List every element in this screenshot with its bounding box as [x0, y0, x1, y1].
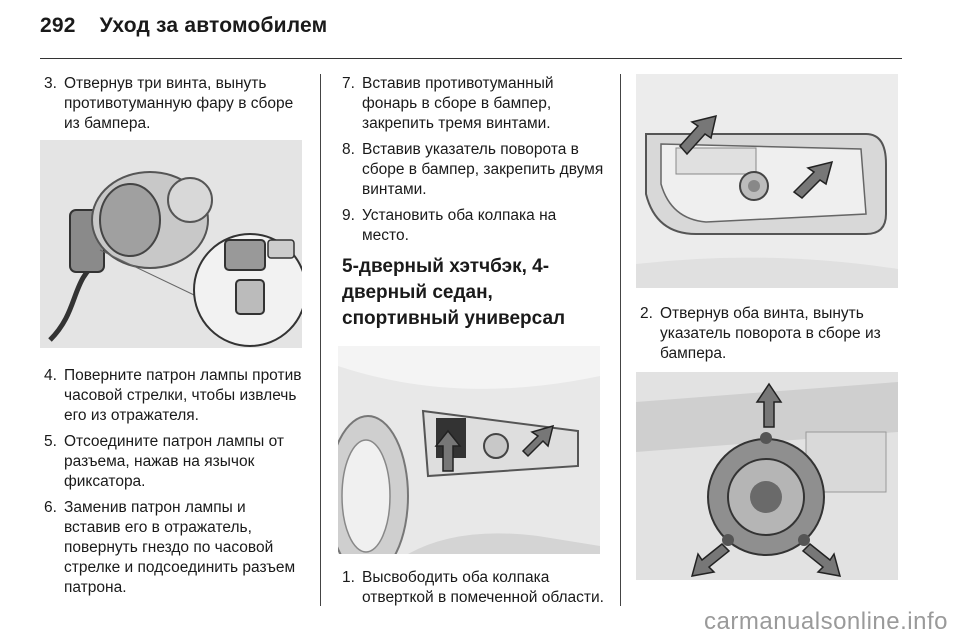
fog-lamp-housing-image — [636, 372, 898, 580]
instruction-step: 7. Вставив противотуманный фонарь в сборе в бампер, закрепить тремя винтами. — [342, 75, 554, 132]
instruction-step: 4. Поверните патрон лампы против часовой стрелки, чтобы извлечь его из отражателя. — [44, 367, 302, 424]
column-divider — [320, 74, 321, 606]
column-divider — [620, 74, 621, 606]
page-header — [40, 14, 327, 38]
column-middle — [342, 74, 604, 614]
instruction-step: 1. Высвободить оба колпака отверткой в помеченной области. — [342, 569, 604, 606]
instruction-step: 5. Отсоедините патрон лампы от разъема, нажав на язычок фиксатора. — [44, 433, 284, 490]
bumper-cover-image — [338, 346, 600, 554]
instruction-step: 6. Заменив патрон лампы и вставив его в отражатель, повернуть гнездо по часовой стрелке и подсоединить разъем патрона. — [44, 499, 296, 596]
page-title: Уход за автомобилем — [99, 14, 328, 37]
instruction-step: 2. Отвернув оба винта, вынуть указатель поворота в сборе из бампера. — [640, 305, 881, 362]
instruction-step: 3. Отвернув три винта, вынуть противотуманную фару в сборе из бампера. — [44, 75, 294, 132]
instruction-step: 8. Вставив указатель поворота в сборе в бампер, закрепить двумя винтами. — [342, 141, 604, 198]
column-right — [640, 74, 902, 580]
instruction-step: 9. Установить оба колпака на место. — [342, 207, 557, 244]
header-rule — [40, 58, 902, 59]
fog-lamp-bulb-image — [40, 140, 302, 348]
column-left — [44, 74, 306, 604]
watermark: carmanualsonline.info — [704, 608, 948, 635]
section-heading: 5-дверный хэтчбэк, 4-дверный седан, спортивный универсал — [342, 256, 566, 329]
turn-signal-image — [636, 74, 898, 288]
page-number: 292 — [40, 14, 76, 37]
